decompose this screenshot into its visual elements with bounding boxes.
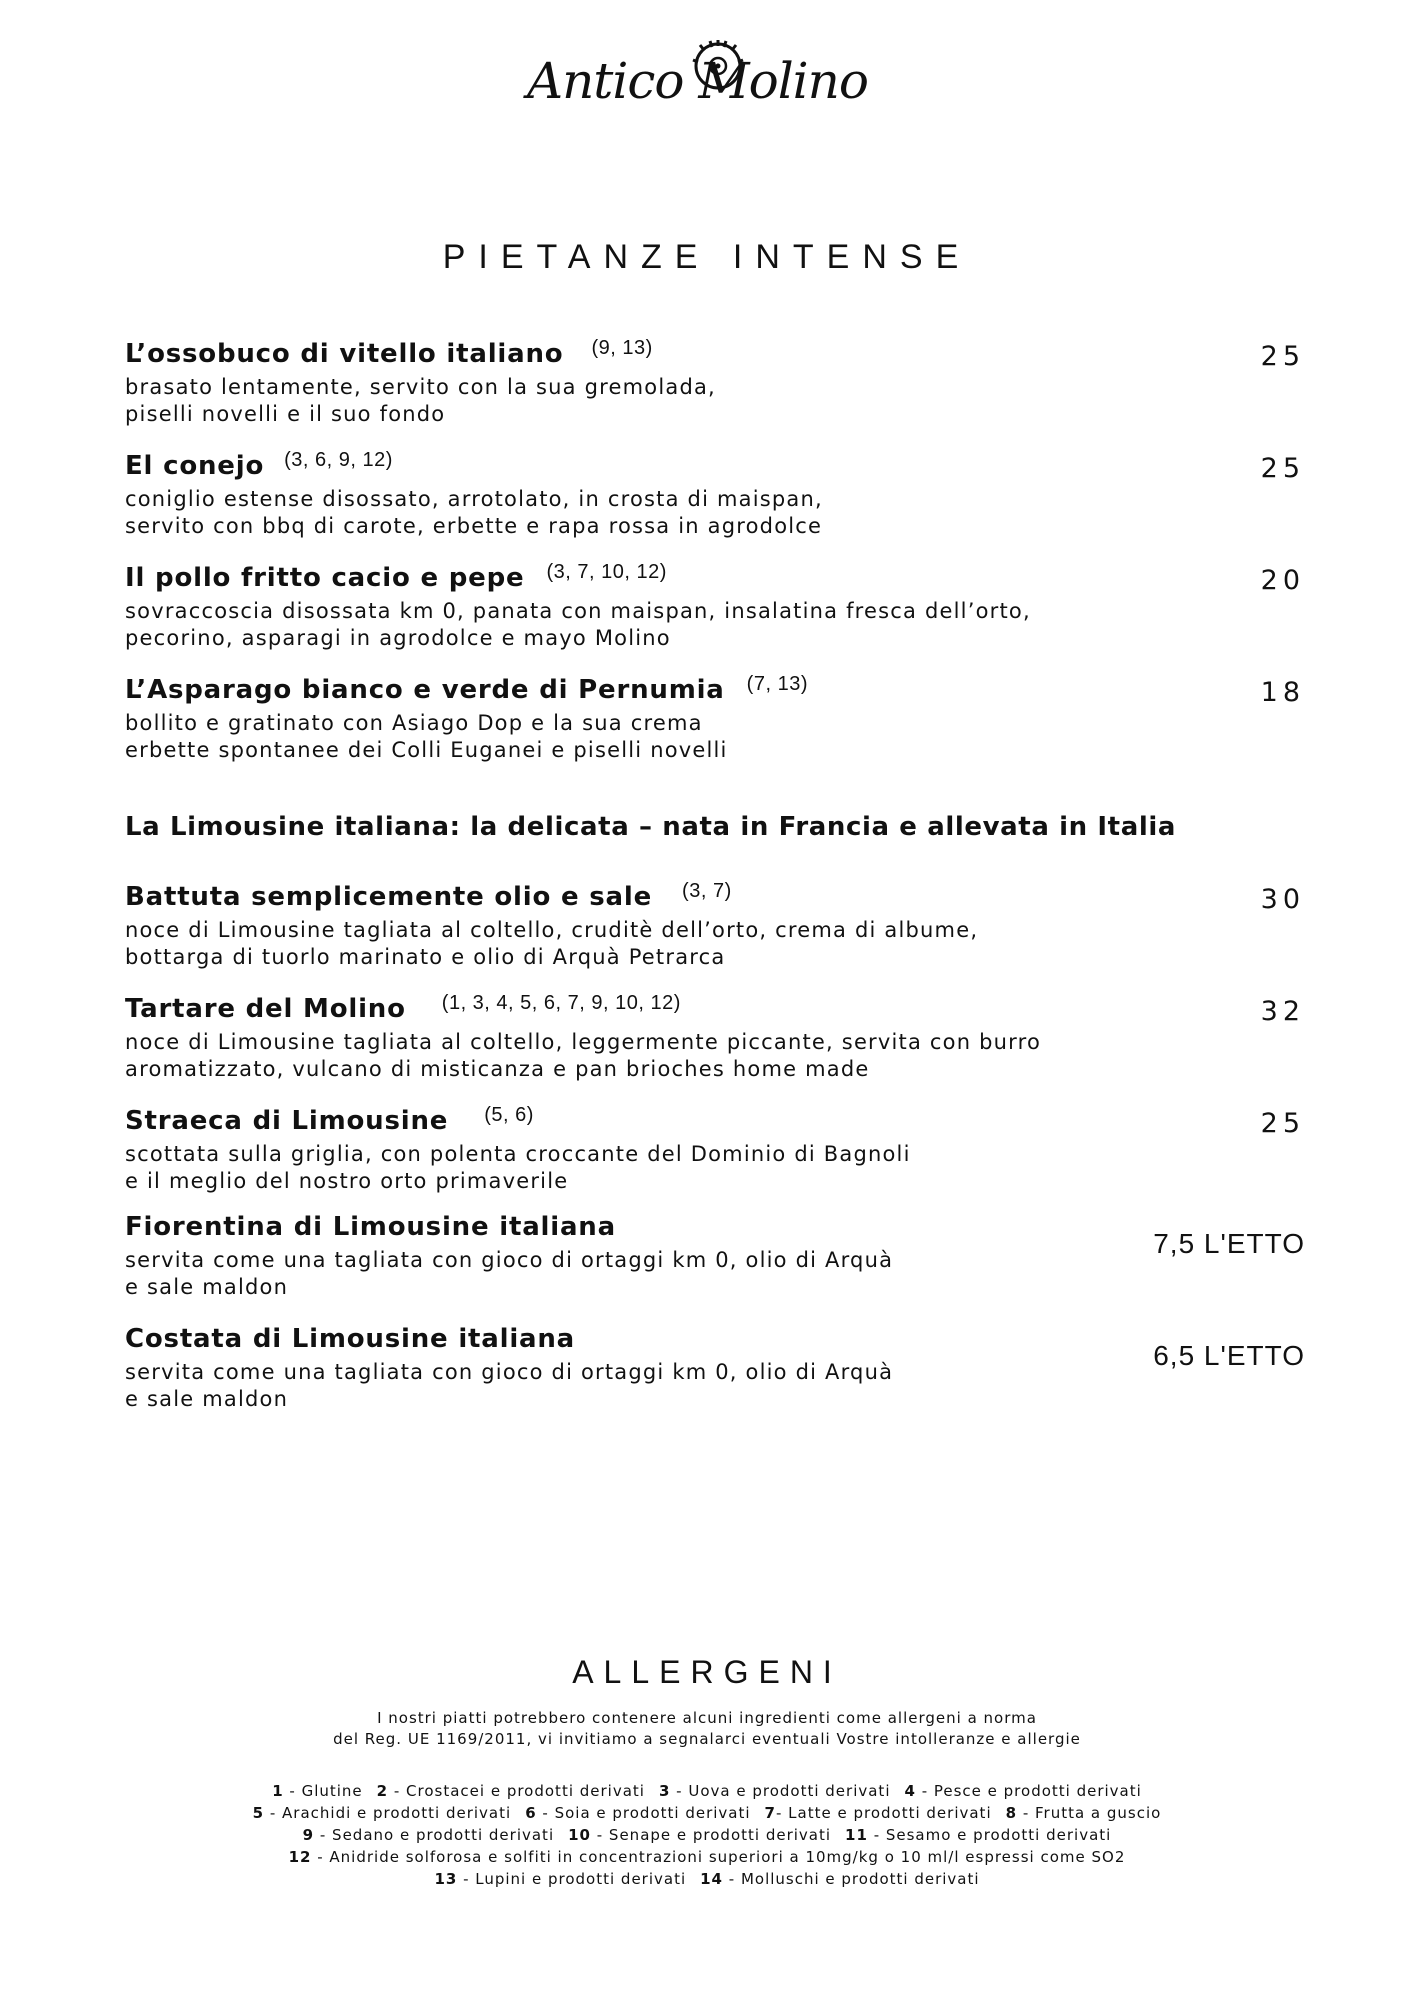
allergen-label: - Lupini e prodotti derivati [457, 1870, 687, 1888]
dish-price: 25 [1260, 453, 1305, 484]
dish-name: Battuta semplicemente olio e sale [125, 882, 653, 912]
menu-item [125, 1210, 1305, 1301]
allergen-label: - Molluschi e prodotti derivati [723, 1870, 980, 1888]
allergens-note [0, 1708, 1414, 1750]
dish-allergens: (3, 7, 10, 12) [546, 561, 667, 583]
dish-description: servita come una tagliata con gioco di ortaggi km 0, olio di Arquà e sale maldon [125, 1360, 894, 1411]
allergen-label: - Sedano e prodotti derivati [314, 1826, 555, 1844]
dish-price: 30 [1260, 884, 1305, 915]
allergens-title: ALLERGENI [572, 1654, 842, 1690]
subsection-title: La Limousine italiana: la delicata – nata in Francia e allevata in Italia [125, 812, 1177, 842]
allergens-line [0, 1802, 1414, 1824]
menu-item [125, 331, 1305, 428]
allergen-number: 1 [272, 1782, 284, 1800]
allergen-label: - Arachidi e prodotti derivati [264, 1804, 512, 1822]
allergen-item [253, 1804, 512, 1822]
dish-description: bollito e gratinato con Asiago Dop e la sua crema erbette spontanee dei Colli Euganei e piselli novelli [125, 711, 728, 762]
dish-description: noce di Limousine tagliata al coltello, leggermente piccante, servita con burro aromatizzato, vulcano di misticanza e pan brioches home made [125, 1030, 1042, 1081]
dish-name: El conejo [125, 451, 265, 481]
allergen-item [303, 1826, 554, 1844]
allergen-label: - Pesce e prodotti derivati [915, 1782, 1142, 1800]
logo-text: Antico Molino [527, 52, 868, 110]
allergen-label: - Sesamo e prodotti derivati [867, 1826, 1112, 1844]
dish-allergens: (3, 6, 9, 12) [284, 449, 393, 471]
dish-description: servita come una tagliata con gioco di ortaggi km 0, olio di Arquà e sale maldon [125, 1248, 894, 1299]
dish-price: 18 [1260, 677, 1305, 708]
allergen-item [904, 1782, 1141, 1800]
dish-price: 6,5 L'ETTO [1153, 1340, 1305, 1371]
allergen-item [765, 1804, 992, 1822]
allergen-number: 5 [252, 1804, 265, 1822]
dish-description: sovraccoscia disossata km 0, panata con maispan, insalatina fresca dell’orto, pecorino, asparagi in agrodolce e mayo Molino [125, 599, 1031, 650]
allergen-item [272, 1782, 362, 1800]
allergens-note-line: del Reg. UE 1169/2011, vi invitiamo a segnalarci eventuali Vostre intolleranze e allergie [333, 1730, 1081, 1748]
dish-description: brasato lentamente, servito con la sua gremolada, piselli novelli e il suo fondo [125, 375, 716, 426]
menu-item [125, 555, 1305, 652]
allergen-item [700, 1870, 979, 1888]
allergen-item [377, 1782, 645, 1800]
dish-name: Il pollo fritto cacio e pepe [125, 563, 525, 593]
allergen-number: 10 [568, 1826, 591, 1844]
allergen-label: - Glutine [283, 1782, 363, 1800]
dish-price: 7,5 L'ETTO [1153, 1228, 1305, 1259]
dish-price: 32 [1260, 996, 1305, 1027]
allergen-label: - Latte e prodotti derivati [775, 1804, 992, 1822]
allergen-number: 12 [288, 1848, 312, 1866]
dish-allergens: (7, 13) [746, 673, 808, 695]
dish-description: scottata sulla griglia, con polenta croccante del Dominio di Bagnoli e il meglio del nostro orto primaverile [125, 1142, 911, 1193]
allergen-number: 3 [658, 1782, 671, 1800]
allergen-item [289, 1848, 1126, 1866]
allergen-number: 11 [845, 1826, 868, 1844]
dish-allergens: (5, 6) [484, 1104, 534, 1126]
allergen-item [1006, 1804, 1162, 1822]
allergens-note-line: I nostri piatti potrebbero contenere alcuni ingredienti come allergeni a norma [377, 1709, 1037, 1727]
menu-item [125, 443, 1305, 540]
menu-item [125, 986, 1305, 1083]
allergen-item [659, 1782, 891, 1800]
allergens-line [0, 1846, 1414, 1868]
dish-price: 25 [1260, 1108, 1305, 1139]
dish-allergens: (9, 13) [591, 337, 653, 359]
dish-allergens: (1, 3, 4, 5, 6, 7, 9, 10, 12) [441, 992, 681, 1014]
menu-item [125, 667, 1305, 764]
logo [515, 30, 905, 130]
dish-name: L’ossobuco di vitello italiano [125, 339, 564, 369]
allergens-line [0, 1868, 1414, 1890]
menu-item [125, 874, 1305, 971]
section-title: PIETANZE INTENSE [442, 238, 972, 276]
allergen-label: - Anidride solforosa e solfiti in concentrazioni superiori a 10mg/kg o 10 ml/l espressi come SO2 [311, 1848, 1126, 1866]
allergen-item [845, 1826, 1111, 1844]
allergen-number: 9 [302, 1826, 315, 1844]
menu-item [125, 1322, 1305, 1413]
allergen-number: 14 [700, 1870, 723, 1888]
allergen-label: - Senape e prodotti derivati [590, 1826, 832, 1844]
allergen-number: 4 [904, 1782, 916, 1800]
allergen-label: - Crostacei e prodotti derivati [388, 1782, 645, 1800]
menu-item [125, 1098, 1305, 1195]
allergen-number: 2 [376, 1782, 389, 1800]
dish-name: Fiorentina di Limousine italiana [125, 1212, 616, 1242]
dish-description: coniglio estense disossato, arrotolato, in crosta di maispan, servito con bbq di carote, erbette e rapa rossa in agrodolce [125, 487, 823, 538]
allergen-number: 6 [525, 1804, 537, 1822]
allergen-number: 7 [764, 1804, 776, 1822]
allergens-line [0, 1824, 1414, 1846]
dish-price: 20 [1260, 565, 1305, 596]
allergens-line [0, 1780, 1414, 1802]
dish-description: noce di Limousine tagliata al coltello, cruditè dell’orto, crema di albume, bottarga di tuorlo marinato e olio di Arquà Petrarca [125, 918, 979, 969]
dish-allergens: (3, 7) [682, 880, 732, 902]
allergens-list [0, 1780, 1414, 1890]
dish-name: Tartare del Molino [125, 994, 406, 1024]
allergen-number: 13 [434, 1870, 458, 1888]
allergen-label: - Uova e prodotti derivati [670, 1782, 891, 1800]
dish-name: Costata di Limousine italiana [125, 1324, 576, 1354]
dish-price: 25 [1260, 341, 1305, 372]
allergen-label: - Frutta a guscio [1017, 1804, 1162, 1822]
dish-name: L’Asparago bianco e verde di Pernumia [125, 675, 725, 705]
allergen-label: - Soia e prodotti derivati [536, 1804, 751, 1822]
allergen-number: 8 [1005, 1804, 1018, 1822]
allergen-item [434, 1870, 686, 1888]
allergen-item [525, 1804, 750, 1822]
allergen-item [568, 1826, 831, 1844]
dish-name: Straeca di Limousine [125, 1106, 449, 1136]
